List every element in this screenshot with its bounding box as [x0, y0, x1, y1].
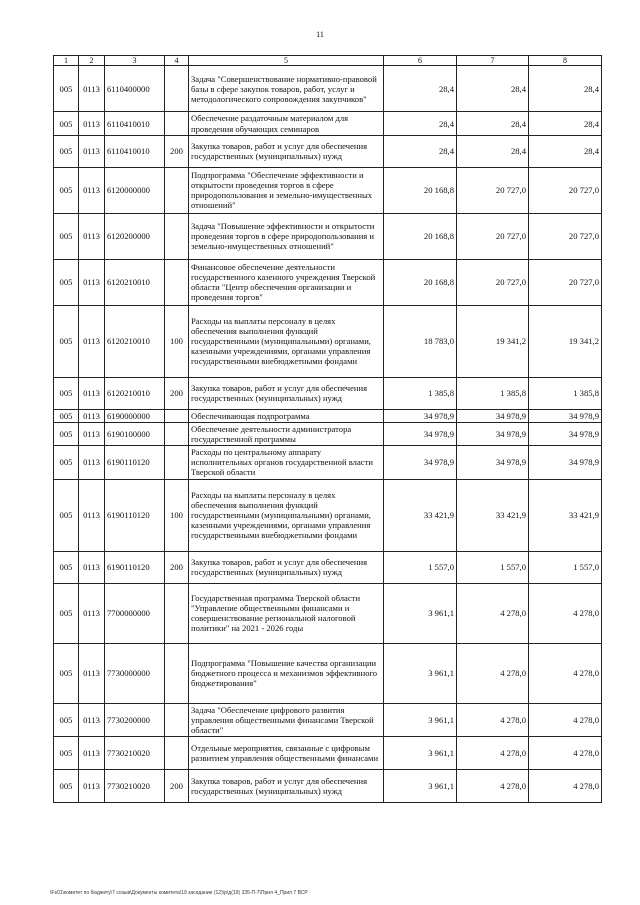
cell-section-code: 0113 [79, 167, 105, 213]
cell-target-article: 7730200000 [105, 703, 165, 736]
cell-section-code: 0113 [79, 409, 105, 422]
cell-amount-year1: 1 385,8 [384, 377, 457, 409]
header-cell: 1 [54, 56, 79, 66]
cell-amount-year3: 19 341,2 [529, 305, 602, 377]
cell-amount-year3: 28,4 [529, 66, 602, 112]
cell-ministry-code: 005 [54, 769, 79, 802]
cell-amount-year1: 3 961,1 [384, 736, 457, 769]
cell-expense-type [165, 422, 189, 445]
cell-ministry-code: 005 [54, 409, 79, 422]
cell-amount-year3: 20 727,0 [529, 167, 602, 213]
cell-ministry-code: 005 [54, 551, 79, 583]
cell-expense-type [165, 112, 189, 135]
cell-amount-year3: 33 421,9 [529, 479, 602, 551]
cell-amount-year2: 4 278,0 [457, 736, 529, 769]
cell-target-article: 6120000000 [105, 167, 165, 213]
cell-ministry-code: 005 [54, 167, 79, 213]
cell-name: Обеспечивающая подпрограмма [189, 409, 384, 422]
cell-amount-year3: 34 978,9 [529, 446, 602, 479]
cell-target-article: 7730210020 [105, 736, 165, 769]
cell-amount-year2: 4 278,0 [457, 643, 529, 703]
cell-ministry-code: 005 [54, 703, 79, 736]
cell-amount-year3: 34 978,9 [529, 422, 602, 445]
cell-ministry-code: 005 [54, 305, 79, 377]
header-cell: 8 [529, 56, 602, 66]
table-row [54, 422, 602, 445]
cell-expense-type [165, 409, 189, 422]
cell-ministry-code: 005 [54, 135, 79, 167]
table-row [54, 769, 602, 802]
cell-section-code: 0113 [79, 135, 105, 167]
cell-ministry-code: 005 [54, 446, 79, 479]
cell-expense-type [165, 736, 189, 769]
table-row [54, 377, 602, 409]
cell-amount-year1: 20 168,8 [384, 213, 457, 259]
table-row [54, 167, 602, 213]
cell-expense-type [165, 703, 189, 736]
cell-section-code: 0113 [79, 769, 105, 802]
cell-amount-year2: 33 421,9 [457, 479, 529, 551]
cell-expense-type [165, 643, 189, 703]
cell-section-code: 0113 [79, 643, 105, 703]
table-row [54, 66, 602, 112]
cell-section-code: 0113 [79, 377, 105, 409]
header-cell: 4 [165, 56, 189, 66]
cell-target-article: 6120200000 [105, 213, 165, 259]
cell-amount-year1: 34 978,9 [384, 446, 457, 479]
cell-target-article: 6120210010 [105, 259, 165, 305]
cell-name: Задача "Обеспечение цифрового развития управления общественными финансами Тверской области" [189, 703, 384, 736]
table-row [54, 135, 602, 167]
cell-amount-year2: 34 978,9 [457, 446, 529, 479]
cell-amount-year1: 20 168,8 [384, 167, 457, 213]
cell-amount-year2: 1 385,8 [457, 377, 529, 409]
cell-target-article: 7730000000 [105, 643, 165, 703]
cell-section-code: 0113 [79, 259, 105, 305]
cell-name: Закупка товаров, работ и услуг для обеспечения государственных (муниципальных) нужд [189, 769, 384, 802]
cell-amount-year1: 28,4 [384, 112, 457, 135]
cell-target-article: 6110410010 [105, 112, 165, 135]
table-row [54, 703, 602, 736]
cell-ministry-code: 005 [54, 422, 79, 445]
cell-target-article: 6190110120 [105, 446, 165, 479]
cell-amount-year2: 4 278,0 [457, 703, 529, 736]
table-row [54, 583, 602, 643]
cell-amount-year1: 3 961,1 [384, 643, 457, 703]
cell-amount-year2: 28,4 [457, 135, 529, 167]
cell-name: Финансовое обеспечение деятельности государственного казенного учреждения Тверской области "Центр обеспечения организации и проведения торгов" [189, 259, 384, 305]
cell-expense-type: 200 [165, 135, 189, 167]
cell-ministry-code: 005 [54, 377, 79, 409]
cell-ministry-code: 005 [54, 479, 79, 551]
cell-amount-year1: 3 961,1 [384, 703, 457, 736]
cell-amount-year1: 3 961,1 [384, 583, 457, 643]
cell-amount-year3: 4 278,0 [529, 643, 602, 703]
cell-name: Закупка товаров, работ и услуг для обеспечения государственных (муниципальных) нужд [189, 377, 384, 409]
cell-amount-year2: 20 727,0 [457, 213, 529, 259]
cell-amount-year3: 1 385,8 [529, 377, 602, 409]
cell-target-article: 7700000000 [105, 583, 165, 643]
cell-name: Государственная программа Тверской области "Управление общественными финансами и совершенствование региональной налоговой политики" на 2021 - 2026 годы [189, 583, 384, 643]
cell-ministry-code: 005 [54, 643, 79, 703]
table-row [54, 551, 602, 583]
cell-ministry-code: 005 [54, 112, 79, 135]
cell-name: Обеспечение раздаточным материалом для проведения обучающих семинаров [189, 112, 384, 135]
cell-target-article: 6120210010 [105, 305, 165, 377]
page-number: 11 [316, 30, 324, 39]
cell-amount-year1: 18 783,0 [384, 305, 457, 377]
cell-name: Расходы на выплаты персоналу в целях обеспечения выполнения функций государственными (муниципальными) органами, казенными учреждениями, органами управления государственными внебюджетными фондами [189, 305, 384, 377]
cell-target-article: 6110410010 [105, 135, 165, 167]
cell-expense-type [165, 167, 189, 213]
cell-expense-type: 100 [165, 305, 189, 377]
cell-target-article: 6110400000 [105, 66, 165, 112]
cell-amount-year3: 34 978,9 [529, 409, 602, 422]
cell-section-code: 0113 [79, 305, 105, 377]
cell-amount-year3: 4 278,0 [529, 583, 602, 643]
header-cell: 6 [384, 56, 457, 66]
cell-amount-year2: 4 278,0 [457, 583, 529, 643]
cell-section-code: 0113 [79, 213, 105, 259]
cell-amount-year2: 4 278,0 [457, 769, 529, 802]
cell-section-code: 0113 [79, 479, 105, 551]
cell-expense-type [165, 446, 189, 479]
cell-target-article: 6190100000 [105, 422, 165, 445]
cell-ministry-code: 005 [54, 213, 79, 259]
cell-target-article: 6190110120 [105, 479, 165, 551]
cell-name: Задача "Повышение эффективности и открытости проведения торгов в сфере природопользования и земельно-имущественных отношений" [189, 213, 384, 259]
cell-ministry-code: 005 [54, 66, 79, 112]
cell-target-article: 6120210010 [105, 377, 165, 409]
cell-section-code: 0113 [79, 583, 105, 643]
cell-target-article: 7730210020 [105, 769, 165, 802]
cell-expense-type [165, 213, 189, 259]
cell-amount-year2: 34 978,9 [457, 409, 529, 422]
cell-name: Задача "Совершенствование нормативно-правовой базы в сфере закупок товаров, работ, услуг и методологического сопровождения закупчиков" [189, 66, 384, 112]
cell-expense-type [165, 259, 189, 305]
cell-name: Подпрограмма "Повышение качества организации бюджетного процесса и механизмов эффективного бюджетирования" [189, 643, 384, 703]
cell-amount-year1: 33 421,9 [384, 479, 457, 551]
budget-table [53, 55, 602, 803]
cell-amount-year2: 34 978,9 [457, 422, 529, 445]
cell-target-article: 6190110120 [105, 551, 165, 583]
table-row [54, 305, 602, 377]
cell-amount-year2: 28,4 [457, 112, 529, 135]
cell-amount-year1: 3 961,1 [384, 769, 457, 802]
cell-amount-year3: 20 727,0 [529, 213, 602, 259]
table-row [54, 736, 602, 769]
table-body [54, 66, 602, 803]
cell-amount-year1: 34 978,9 [384, 409, 457, 422]
cell-amount-year2: 20 727,0 [457, 259, 529, 305]
cell-name: Отдельные мероприятия, связанные с цифровым развитием управления общественными финансами [189, 736, 384, 769]
cell-expense-type: 200 [165, 551, 189, 583]
cell-amount-year1: 20 168,8 [384, 259, 457, 305]
cell-section-code: 0113 [79, 446, 105, 479]
table-row [54, 409, 602, 422]
cell-ministry-code: 005 [54, 259, 79, 305]
cell-amount-year1: 34 978,9 [384, 422, 457, 445]
cell-section-code: 0113 [79, 422, 105, 445]
cell-amount-year3: 1 557,0 [529, 551, 602, 583]
header-cell: 5 [189, 56, 384, 66]
table-header-row [54, 56, 602, 66]
header-cell: 3 [105, 56, 165, 66]
cell-name: Закупка товаров, работ и услуг для обеспечения государственных (муниципальных) нужд [189, 551, 384, 583]
footer-file-path: \Fs01\комитет по бюджету\7 созыв\Документы комитета\19 заседание (12)\р\д(19) 335-П-7\Прил 4_Прил 7 ВСР [50, 890, 308, 896]
cell-section-code: 0113 [79, 112, 105, 135]
table-row [54, 259, 602, 305]
cell-amount-year2: 28,4 [457, 66, 529, 112]
cell-amount-year1: 28,4 [384, 66, 457, 112]
cell-name: Обеспечение деятельности администратора государственной программы [189, 422, 384, 445]
cell-section-code: 0113 [79, 551, 105, 583]
cell-amount-year3: 28,4 [529, 135, 602, 167]
cell-amount-year1: 28,4 [384, 135, 457, 167]
cell-target-article: 6190000000 [105, 409, 165, 422]
cell-expense-type [165, 583, 189, 643]
cell-section-code: 0113 [79, 736, 105, 769]
cell-name: Расходы по центральному аппарату исполнительных органов государственной власти Тверской области [189, 446, 384, 479]
cell-section-code: 0113 [79, 66, 105, 112]
table-row [54, 446, 602, 479]
table-row [54, 643, 602, 703]
header-cell: 7 [457, 56, 529, 66]
cell-ministry-code: 005 [54, 736, 79, 769]
table-row [54, 479, 602, 551]
cell-amount-year3: 28,4 [529, 112, 602, 135]
cell-amount-year2: 20 727,0 [457, 167, 529, 213]
table-row [54, 112, 602, 135]
cell-amount-year2: 19 341,2 [457, 305, 529, 377]
table-row [54, 213, 602, 259]
cell-expense-type: 200 [165, 769, 189, 802]
cell-name: Подпрограмма "Обеспечение эффективности и открытости проведения торгов в сфере природопользования и земельно-имущественных отношений" [189, 167, 384, 213]
cell-amount-year3: 20 727,0 [529, 259, 602, 305]
cell-amount-year3: 4 278,0 [529, 736, 602, 769]
cell-amount-year3: 4 278,0 [529, 769, 602, 802]
cell-expense-type: 200 [165, 377, 189, 409]
cell-expense-type: 100 [165, 479, 189, 551]
cell-ministry-code: 005 [54, 583, 79, 643]
cell-amount-year1: 1 557,0 [384, 551, 457, 583]
cell-name: Закупка товаров, работ и услуг для обеспечения государственных (муниципальных) нужд [189, 135, 384, 167]
header-cell: 2 [79, 56, 105, 66]
cell-section-code: 0113 [79, 703, 105, 736]
cell-expense-type [165, 66, 189, 112]
cell-amount-year2: 1 557,0 [457, 551, 529, 583]
cell-amount-year3: 4 278,0 [529, 703, 602, 736]
cell-name: Расходы на выплаты персоналу в целях обеспечения выполнения функций государственными (муниципальными) органами, казенными учреждениями, органами управления государственными внебюджетными фондами [189, 479, 384, 551]
